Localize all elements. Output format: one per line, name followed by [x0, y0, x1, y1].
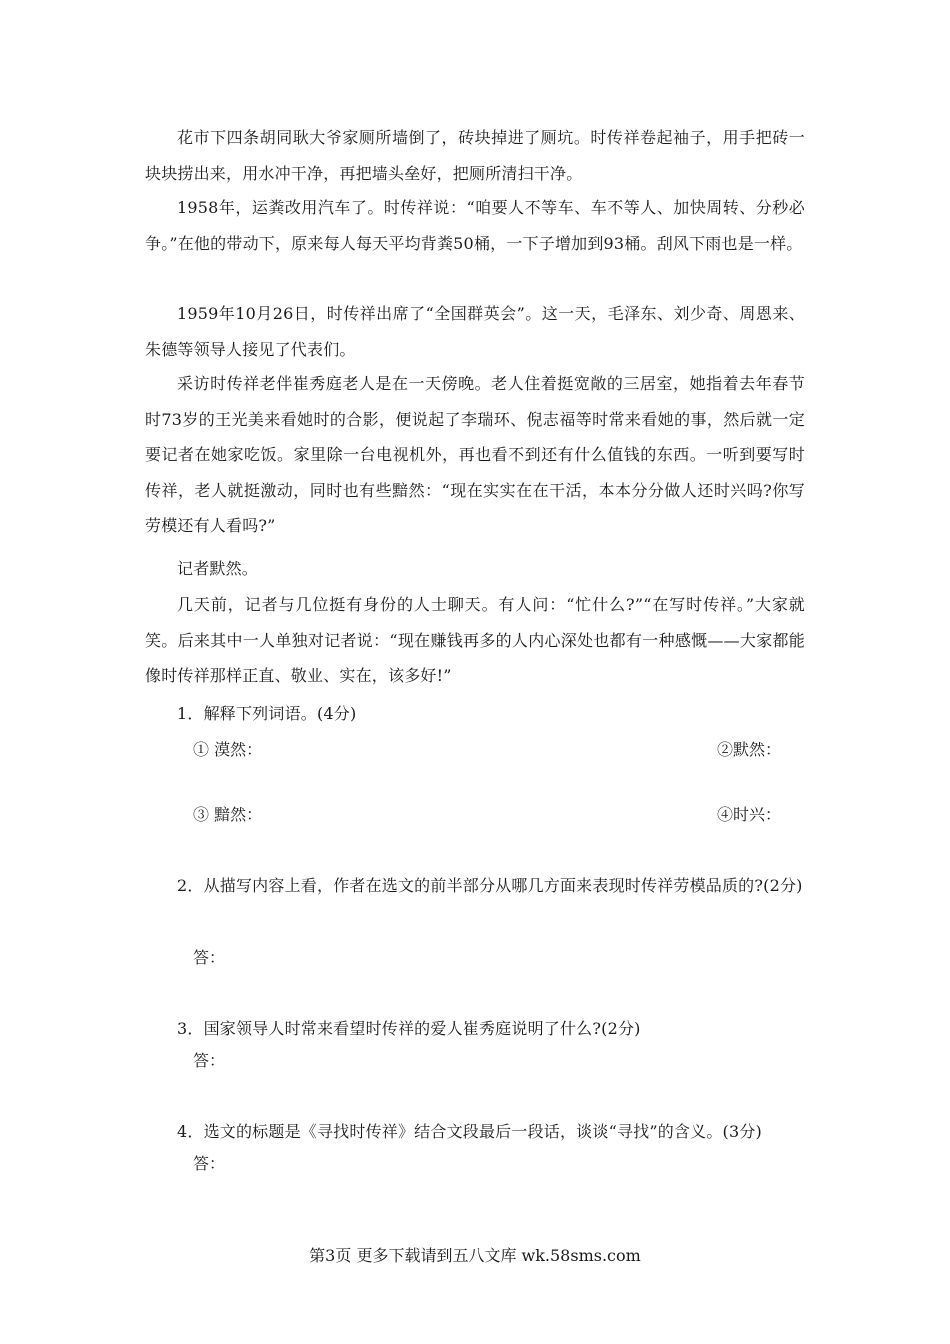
paragraph-4: 采访时传祥老伴崔秀庭老人是在一天傍晚。老人住着挺宽敞的三居室，她指着去年春节时73岁的王光美来看她时的合影，便说起了李瑞环、倪志福等时常来看她的事，然后就一定要记者在她家吃饭。家里除一台电视机外，再也看不到还有什么值钱的东西。一听到要写时传祥，老人就挺激动，同时也有些黯然：“现在实实在在干活，本本分分做人还时兴吗?你写劳模还有人看吗?” — [145, 374, 805, 535]
paragraph-1: 花市下四条胡同耿大爷家厕所墙倒了，砖块掉进了厕坑。时传祥卷起袖子，用手把砖一块块捞出来，用水冲干净，再把墙头垒好，把厕所清扫干净。 — [145, 128, 805, 183]
question-3: 3．国家领导人时常来看望时传祥的爱人崔秀庭说明了什么?(2分) — [177, 1019, 641, 1038]
question-1: 1．解释下列词语。(4分) — [177, 704, 357, 723]
question-2: 2．从描写内容上看，作者在选文的前半部分从哪几方面来表现时传祥劳模品质的?(2分) — [177, 876, 803, 895]
paragraph-3: 1959年10月26日，时传祥出席了“全国群英会”。这一天，毛泽东、刘少奇、周恩来、朱德等领导人接见了代表们。 — [145, 304, 805, 359]
term-1: ① 漠然： — [193, 740, 263, 759]
question-4: 4．选文的标题是《寻找时传祥》结合文段最后一段话，谈谈“寻找”的含义。(3分) — [177, 1122, 763, 1141]
answer-label-4: 答： — [193, 1154, 226, 1173]
term-4: ④时兴： — [717, 805, 782, 824]
term-3: ③ 黯然： — [193, 805, 263, 824]
term-2: ②默然： — [717, 740, 782, 759]
page-footer: 第3页 更多下载请到五八文库 wk.58sms.com — [309, 1246, 641, 1265]
paragraph-2: 1958年，运粪改用汽车了。时传祥说：“咱要人不等车、车不等人、加快周转、分秒必争。”在他的带动下，原来每人每天平均背粪50桶，一下子增加到93桶。刮风下雨也是一样。 — [145, 198, 805, 253]
paragraph-5: 记者默然。 — [177, 559, 259, 578]
answer-label-2: 答： — [193, 948, 226, 967]
paragraph-6: 几天前，记者与几位挺有身份的人士聊天。有人问：“忙什么?”“在写时传祥。”大家就笑。后来其中一人单独对记者说：“现在赚钱再多的人内心深处也都有一种感慨——大家都能像时传祥那样正直、敬业、实在，该多好!” — [145, 595, 805, 685]
answer-label-3: 答： — [193, 1051, 226, 1070]
